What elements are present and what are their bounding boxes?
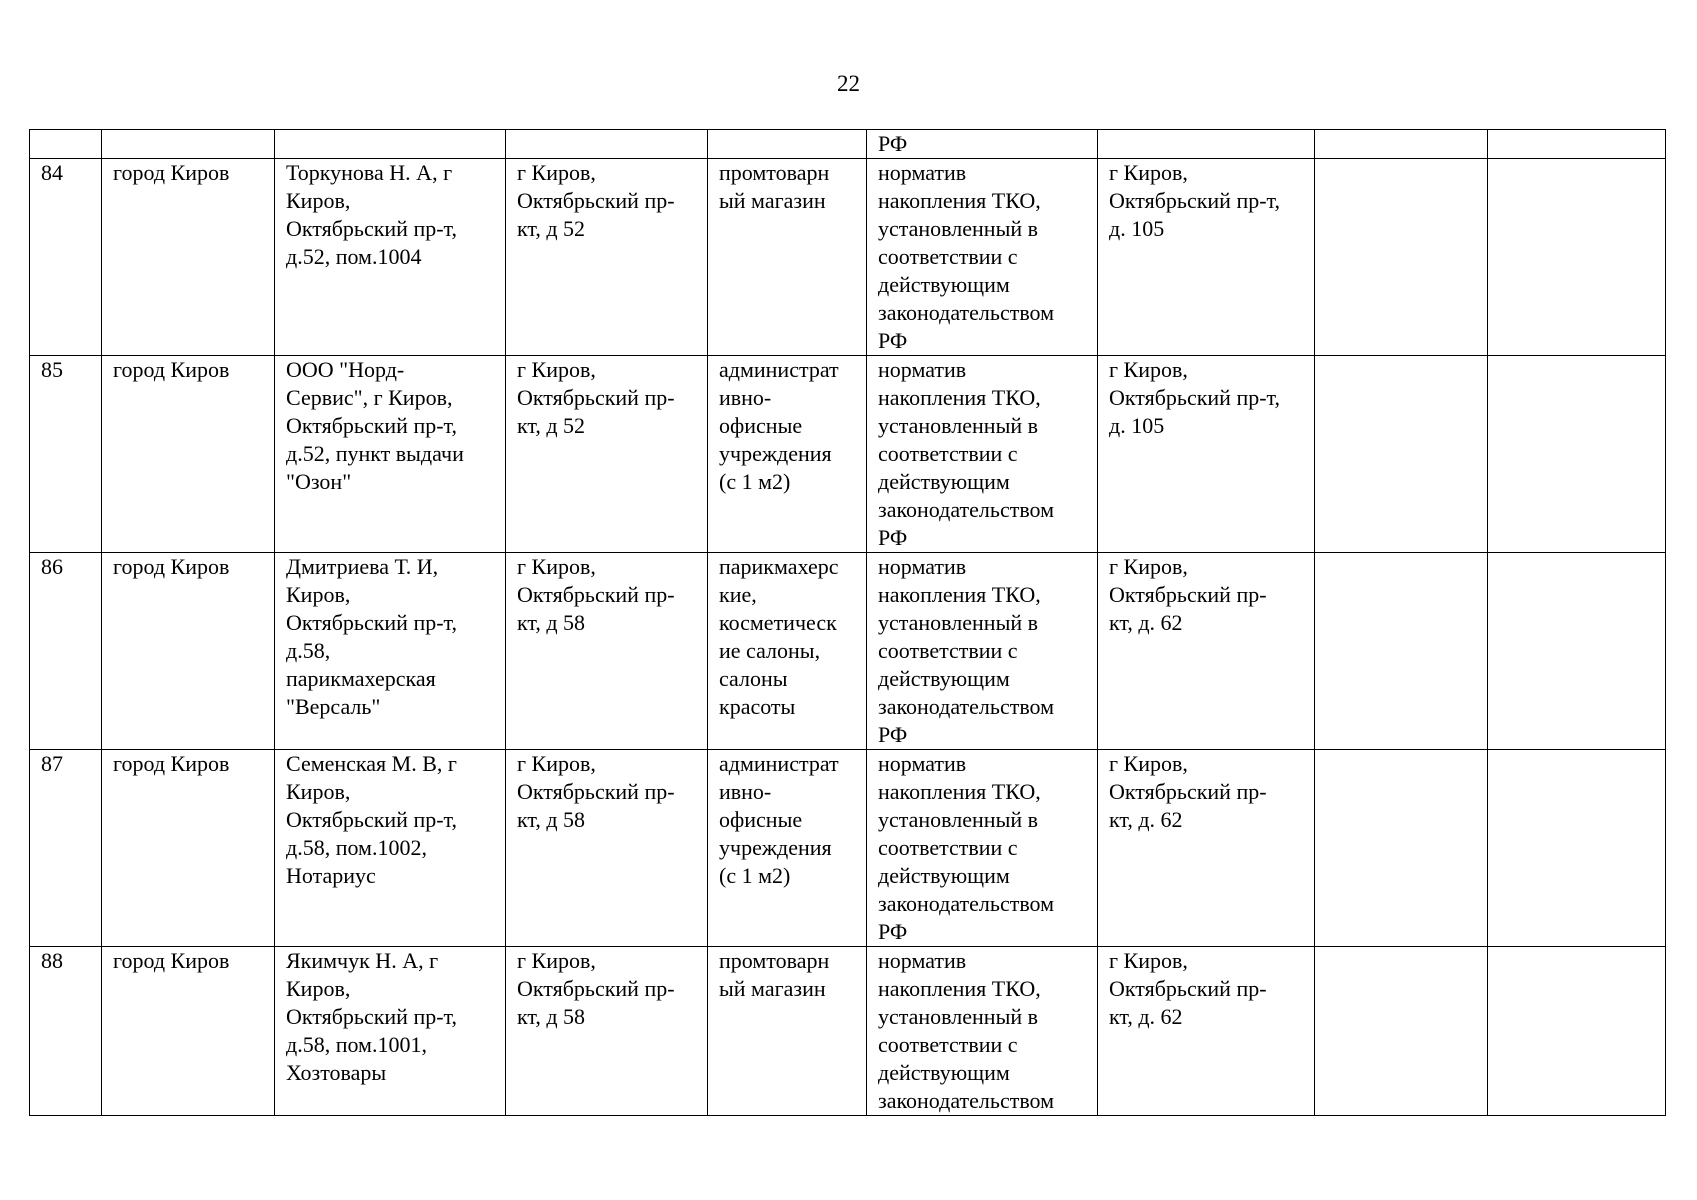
cell-site: г Киров, Октябрьский пр- кт, д. 62 (1098, 553, 1315, 750)
cell-address: г Киров, Октябрьский пр- кт, д 52 (506, 159, 708, 356)
cell-num: 88 (30, 947, 102, 1116)
cont-cell-address (506, 130, 708, 159)
waste-sites-table (29, 129, 1666, 1116)
cell-district: город Киров (102, 750, 275, 947)
cell-col8 (1315, 750, 1488, 947)
cell-category: парикмахерс кие, косметическ ие салоны, салоны красоты (708, 553, 867, 750)
cell-site: г Киров, Октябрьский пр-т, д. 105 (1098, 159, 1315, 356)
cell-site: г Киров, Октябрьский пр- кт, д. 62 (1098, 750, 1315, 947)
table-row (30, 750, 1666, 947)
cell-col9 (1488, 356, 1666, 553)
cell-col8 (1315, 947, 1488, 1116)
cell-district: город Киров (102, 553, 275, 750)
cell-district: город Киров (102, 947, 275, 1116)
cell-col9 (1488, 553, 1666, 750)
cont-cell-col9 (1488, 130, 1666, 159)
cell-district: город Киров (102, 159, 275, 356)
cell-address: г Киров, Октябрьский пр- кт, д 58 (506, 947, 708, 1116)
cell-owner: Якимчук Н. А, г Киров, Октябрьский пр-т, д.58, пом.1001, Хозтовары (275, 947, 506, 1116)
page-number: 22 (837, 71, 860, 96)
cell-col8 (1315, 159, 1488, 356)
cell-district: город Киров (102, 356, 275, 553)
table-row (30, 159, 1666, 356)
cell-norm: норматив накопления ТКО, установленный в соответствии с действующим законодательством РФ (867, 356, 1098, 553)
cell-norm: норматив накопления ТКО, установленный в соответствии с действующим законодательством РФ (867, 159, 1098, 356)
cell-site: г Киров, Октябрьский пр- кт, д. 62 (1098, 947, 1315, 1116)
table-row (30, 947, 1666, 1116)
cell-address: г Киров, Октябрьский пр- кт, д 58 (506, 553, 708, 750)
cont-cell-owner (275, 130, 506, 159)
cell-owner: Торкунова Н. А, г Киров, Октябрьский пр-т, д.52, пом.1004 (275, 159, 506, 356)
cont-cell-site (1098, 130, 1315, 159)
cell-owner: ООО "Норд- Сервис", г Киров, Октябрьский пр-т, д.52, пункт выдачи "Озон" (275, 356, 506, 553)
cell-site: г Киров, Октябрьский пр-т, д. 105 (1098, 356, 1315, 553)
cont-cell-category (708, 130, 867, 159)
cell-col9 (1488, 159, 1666, 356)
cell-category: промтоварн ый магазин (708, 947, 867, 1116)
cont-cell-norm: РФ (867, 130, 1098, 159)
cont-cell-num (30, 130, 102, 159)
cell-owner: Семенская М. В, г Киров, Октябрьский пр-т, д.58, пом.1002, Нотариус (275, 750, 506, 947)
cell-num: 84 (30, 159, 102, 356)
table-row (30, 553, 1666, 750)
cell-col8 (1315, 356, 1488, 553)
cell-address: г Киров, Октябрьский пр- кт, д 58 (506, 750, 708, 947)
cell-owner: Дмитриева Т. И, Киров, Октябрьский пр-т, д.58, парикмахерская "Версаль" (275, 553, 506, 750)
cell-address: г Киров, Октябрьский пр- кт, д 52 (506, 356, 708, 553)
cont-cell-col8 (1315, 130, 1488, 159)
cell-norm: норматив накопления ТКО, установленный в соответствии с действующим законодательством (867, 947, 1098, 1116)
cell-col8 (1315, 553, 1488, 750)
cell-col9 (1488, 947, 1666, 1116)
cont-cell-district (102, 130, 275, 159)
cell-col9 (1488, 750, 1666, 947)
cell-category: администрат ивно- офисные учреждения (с 1 м2) (708, 750, 867, 947)
table-row (30, 356, 1666, 553)
cell-category: промтоварн ый магазин (708, 159, 867, 356)
cell-num: 85 (30, 356, 102, 553)
cell-norm: норматив накопления ТКО, установленный в соответствии с действующим законодательством РФ (867, 553, 1098, 750)
cell-num: 86 (30, 553, 102, 750)
continuation-row (30, 130, 1666, 159)
cell-norm: норматив накопления ТКО, установленный в соответствии с действующим законодательством РФ (867, 750, 1098, 947)
cell-num: 87 (30, 750, 102, 947)
cell-category: администрат ивно- офисные учреждения (с 1 м2) (708, 356, 867, 553)
